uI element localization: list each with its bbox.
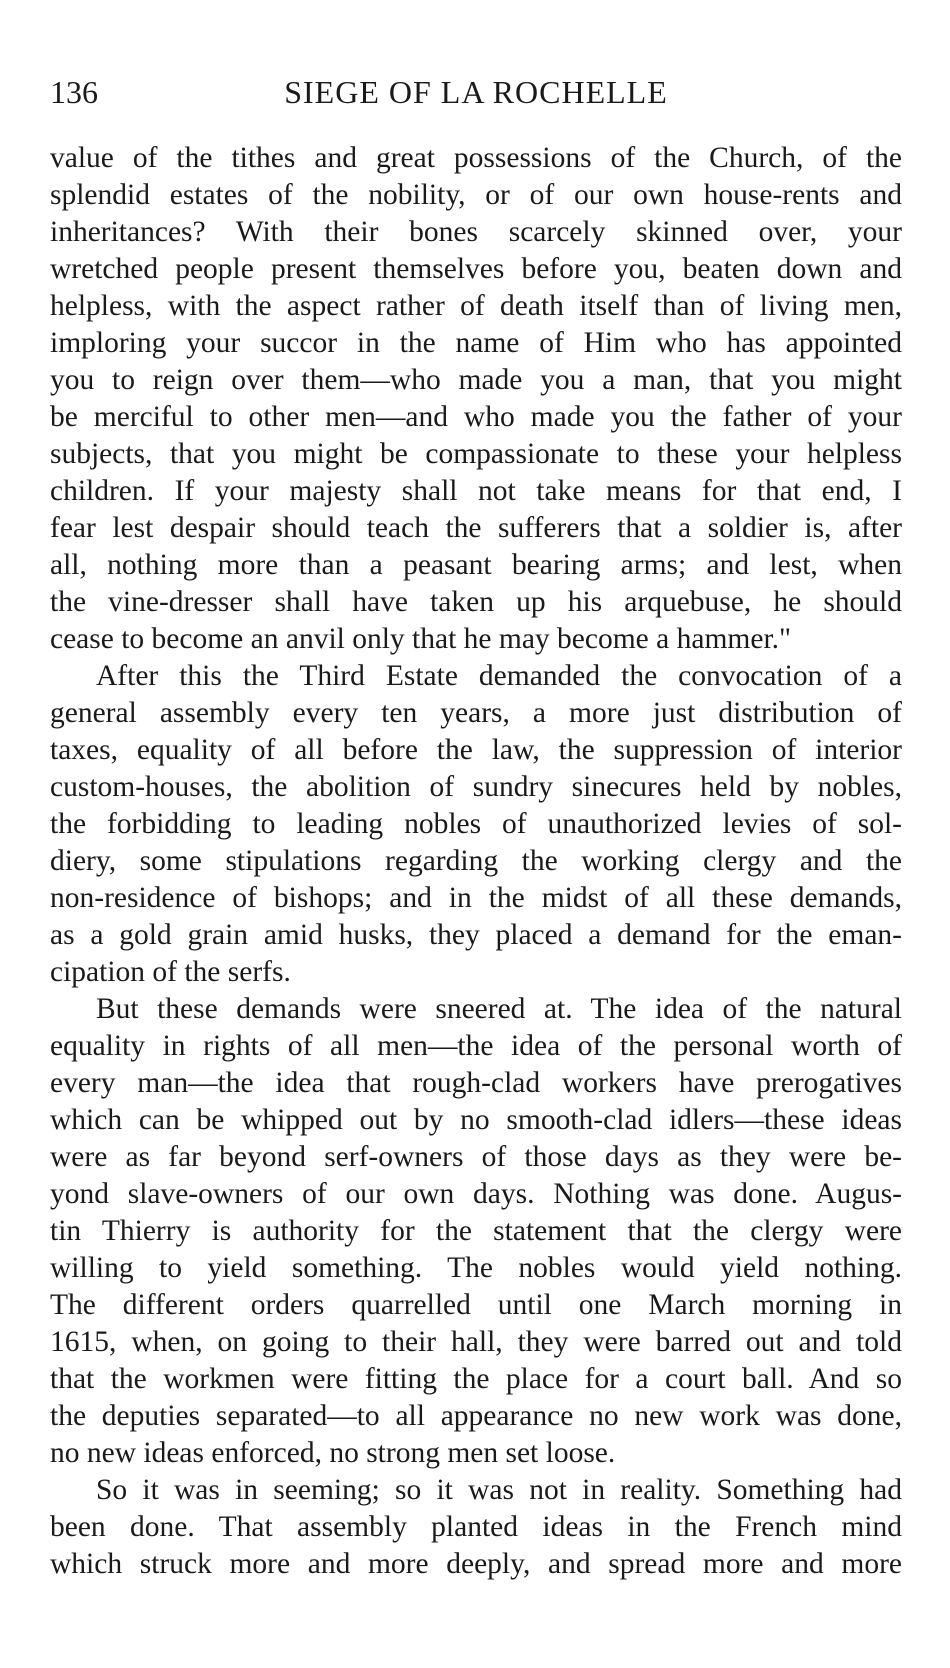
text-line: But these demands were sneered at. The idea of the natural xyxy=(96,993,902,1025)
text-line: general assembly every ten years, a more just distribution of xyxy=(50,697,902,729)
text-line: be merciful to other men—and who made you the father of your xyxy=(50,401,902,433)
paragraph xyxy=(50,658,902,991)
text-line: cipation of the serfs. xyxy=(50,956,291,988)
text-line: all, nothing more than a peasant bearing arms; and lest, when xyxy=(50,549,902,581)
text-line: equality in rights of all men—the idea of the personal worth of xyxy=(50,1030,902,1062)
text-line: as a gold grain amid husks, they placed a demand for the eman- xyxy=(50,919,902,951)
text-line: that the workmen were fitting the place for a court ball. And so xyxy=(50,1363,902,1395)
text-line: were as far beyond serf-owners of those days as they were be- xyxy=(50,1141,902,1173)
text-line: you to reign over them—who made you a man, that you might xyxy=(50,364,902,396)
text-line: yond slave-owners of our own days. Nothing was done. Augus- xyxy=(50,1178,902,1210)
text-line: every man—the idea that rough-clad workers have prerogatives xyxy=(50,1067,902,1099)
running-title: SIEGE OF LA ROCHELLE xyxy=(284,74,668,110)
page-number: 136 xyxy=(50,74,98,110)
paragraph xyxy=(50,1472,902,1583)
text-line: diery, some stipulations regarding the working clergy and the xyxy=(50,845,902,877)
text-line: subjects, that you might be compassionate to these your helpless xyxy=(50,438,902,470)
text-line: the deputies separated—to all appearance no new work was done, xyxy=(50,1400,902,1432)
text-line: fear lest despair should teach the sufferers that a soldier is, after xyxy=(50,512,902,544)
text-line: After this the Third Estate demanded the convocation of a xyxy=(96,660,902,692)
page-header xyxy=(50,72,902,112)
text-line: custom-houses, the abolition of sundry sinecures held by nobles, xyxy=(50,771,902,803)
text-line: imploring your succor in the name of Him who has appointed xyxy=(50,327,902,359)
body-text xyxy=(50,140,902,1583)
paragraph xyxy=(50,991,902,1472)
text-line: tin Thierry is authority for the statement that the clergy were xyxy=(50,1215,902,1247)
text-line: helpless, with the aspect rather of death itself than of living men, xyxy=(50,290,902,322)
text-line: the forbidding to leading nobles of unauthorized levies of sol- xyxy=(50,808,902,840)
text-line: cease to become an anvil only that he may become a hammer." xyxy=(50,623,792,655)
text-line: The different orders quarrelled until one March morning in xyxy=(50,1289,902,1321)
text-line: which can be whipped out by no smooth-clad idlers—these ideas xyxy=(50,1104,902,1136)
text-line: which struck more and more deeply, and spread more and more xyxy=(50,1548,902,1580)
text-line: 1615, when, on going to their hall, they were barred out and told xyxy=(50,1326,902,1358)
text-line: splendid estates of the nobility, or of our own house-rents and xyxy=(50,179,902,211)
text-line: children. If your majesty shall not take means for that end, I xyxy=(50,475,902,507)
text-line: So it was in seeming; so it was not in reality. Something had xyxy=(96,1474,902,1506)
text-line: wretched people present themselves before you, beaten down and xyxy=(50,253,902,285)
text-line: the vine-dresser shall have taken up his arquebuse, he should xyxy=(50,586,902,618)
text-line: inheritances? With their bones scarcely skinned over, your xyxy=(50,216,902,248)
text-line: non-residence of bishops; and in the midst of all these demands, xyxy=(50,882,902,914)
paragraph xyxy=(50,140,902,658)
text-line: value of the tithes and great possessions of the Church, of the xyxy=(50,142,902,174)
text-line: willing to yield something. The nobles would yield nothing. xyxy=(50,1252,902,1284)
text-line: been done. That assembly planted ideas in the French mind xyxy=(50,1511,902,1543)
text-line: no new ideas enforced, no strong men set loose. xyxy=(50,1437,616,1469)
text-line: taxes, equality of all before the law, the suppression of interior xyxy=(50,734,902,766)
